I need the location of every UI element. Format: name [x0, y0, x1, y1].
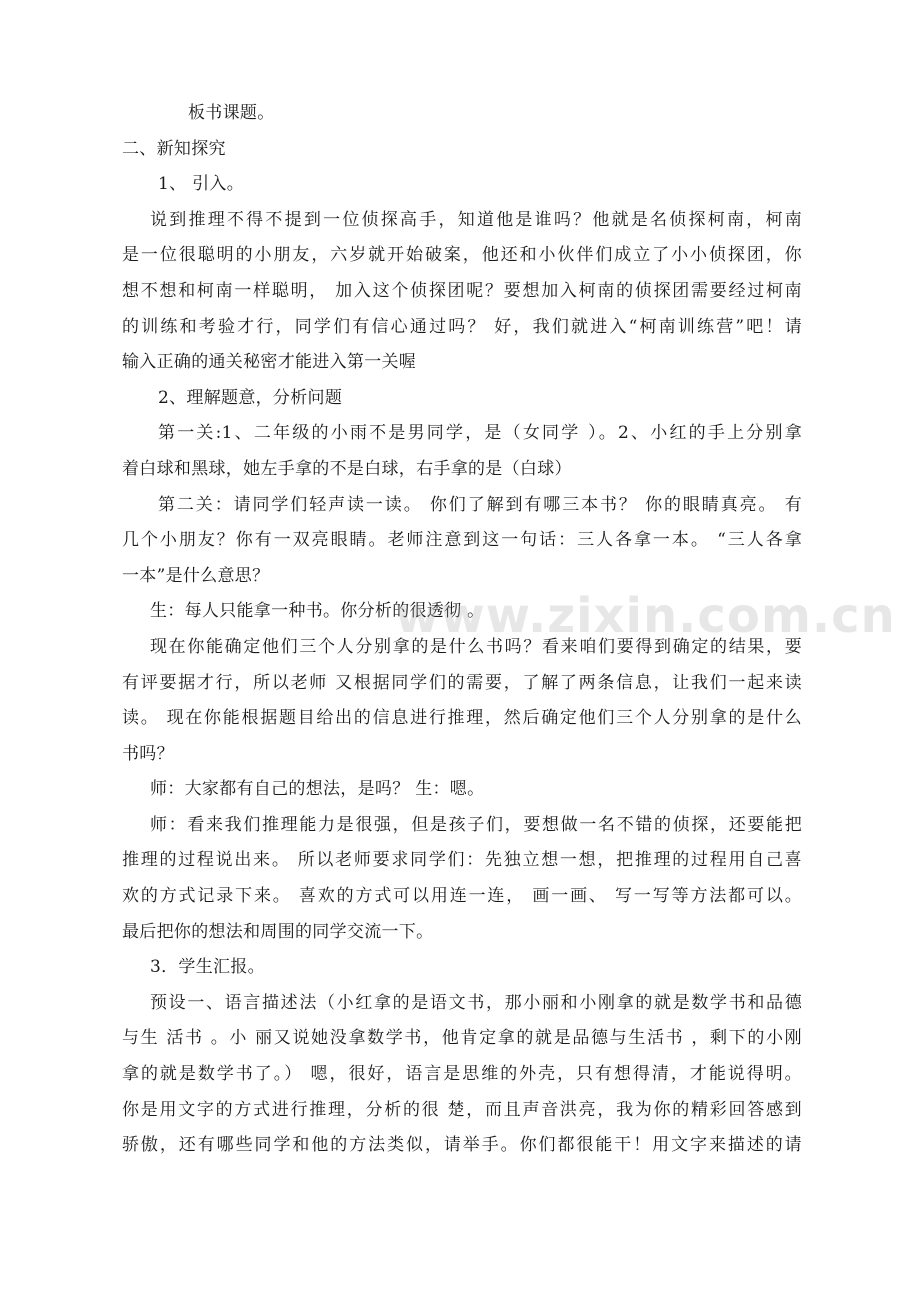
paragraph-line: 着白球和黑球，她左手拿的不是白球，右手拿的是（白球）: [122, 458, 572, 479]
paragraph-line: 书吗？: [122, 743, 174, 764]
paragraph-line: 与生 活书 。小 丽又说她没拿数学书，他肯定拿的就是品德与生活书 ，剩下的小刚: [122, 1028, 802, 1049]
subsection-heading: 2、理解题意，分析问题: [158, 387, 343, 408]
paragraph-line: 一本”是什么意思？: [122, 565, 270, 586]
paragraph-line: 拿的就是数学书了。） 嗯，很好，语言是思维的外壳，只有想得清，才能说得明。: [122, 1064, 802, 1085]
paragraph-line: 预设一、语言描述法（小红拿的是语文书，那小丽和小刚拿的就是数学书和品德: [150, 992, 802, 1013]
section-heading: 二、新知探究: [122, 138, 226, 159]
paragraph-line: 师：看来我们推理能力是很强，但是孩子们，要想做一名不错的侦探，还要能把: [150, 814, 802, 835]
paragraph-line: 你是用文字的方式进行推理，分析的很 楚，而且声音洪亮，我为你的精彩回答感到: [122, 1099, 802, 1120]
paragraph-line: 是一位很聪明的小朋友，六岁就开始破案，他还和小伙伴们成立了小小侦探团，你: [122, 245, 802, 266]
paragraph-line: 想不想和柯南一样聪明， 加入这个侦探团呢？要想加入柯南的侦探团需要经过柯南: [122, 280, 802, 301]
watermark: www.zixin.com.cn: [395, 588, 896, 644]
document-page: [122, 96, 802, 1164]
paragraph-line: 第二关：请同学们轻声读一读。 你们了解到有哪三本书？ 你的眼睛真亮。 有: [158, 494, 802, 515]
paragraph-line: 最后把你的想法和周围的同学交流一下。: [122, 921, 434, 942]
subsection-heading: 3．学生汇报。: [150, 957, 265, 978]
paragraph-line: 几个小朋友？你有一双亮眼睛。老师注意到这一句话：三人各拿一本。 “三人各拿: [122, 530, 802, 551]
paragraph-line: 欢的方式记录下来。 喜欢的方式可以用连一连， 画一画、 写一写等方法都可以。: [122, 886, 802, 907]
paragraph-line: 的训练和考验才行，同学们有信心通过吗？ 好，我们就进入“柯南训练营”吧！请: [122, 316, 802, 337]
subsection-heading: 1、 引入。: [158, 174, 245, 195]
paragraph-line: 读。 现在你能根据题目给出的信息进行推理，然后确定他们三个人分别拿的是什么: [122, 708, 802, 729]
text-line: 板书课题。: [188, 103, 275, 123]
paragraph-line: 现在你能确定他们三个人分别拿的是什么书吗？看来咱们要得到确定的结果，要: [150, 636, 802, 657]
paragraph-line: 骄傲，还有哪些同学和他的方法类似，请举手。你们都很能干！用文字来描述的请: [122, 1135, 802, 1156]
paragraph-line: 有评要据才行，所以老师 又根据同学们的需要，了解了两条信息，让我们一起来读: [122, 672, 802, 693]
paragraph-line: 推理的过程说出来。 所以老师要求同学们：先独立想一想，把推理的过程用自己喜: [122, 850, 802, 871]
paragraph-line: 第一关:1、二年级的小雨不是男同学，是（女同学 ）。2、小红的手上分别拿: [158, 423, 802, 444]
paragraph-line: 师：大家都有自己的想法，是吗？ 生：嗯。: [150, 779, 485, 800]
paragraph-line: 输入正确的通关秘密才能进入第一关喔: [122, 352, 417, 373]
paragraph-line: 生：每人只能拿一种书。你分析的很透彻 。: [150, 601, 485, 622]
paragraph-line: 说到推理不得不提到一位侦探高手，知道他是谁吗？他就是名侦探柯南，柯南: [150, 209, 802, 230]
